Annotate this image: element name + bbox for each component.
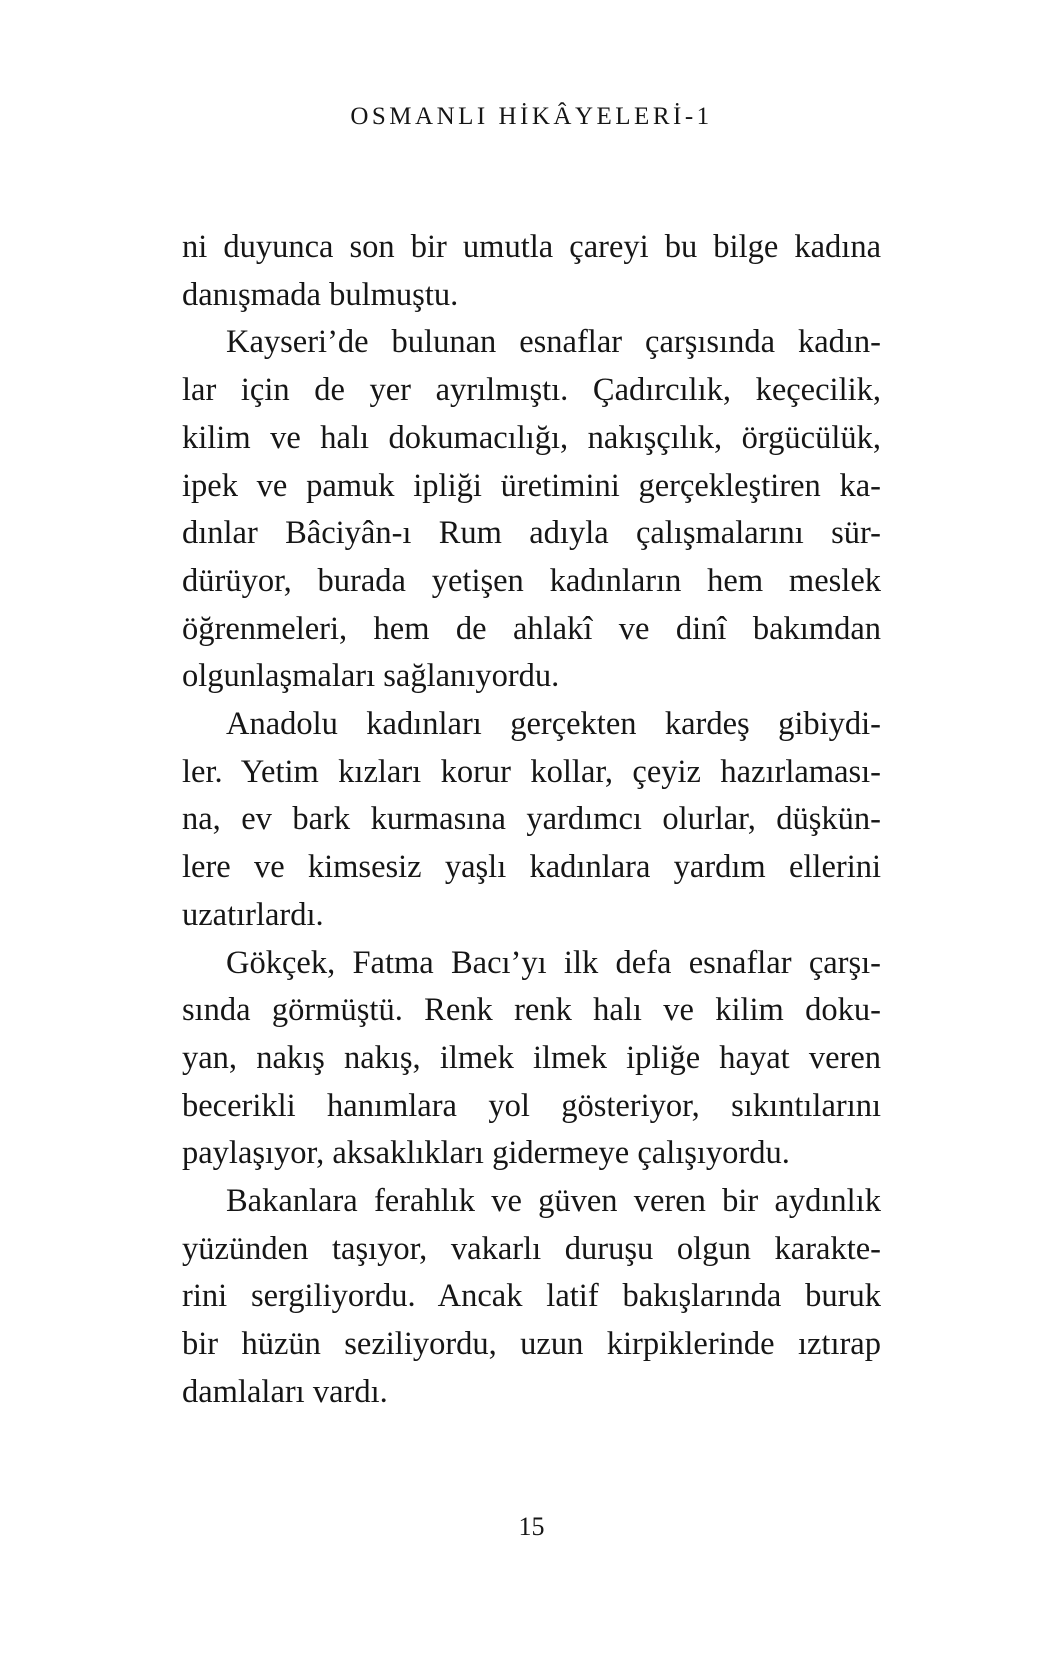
running-header: OSMANLI HİKÂYELERİ-1 <box>350 103 713 130</box>
text-line: Kayseri’de bulunan esnaflar çarşısında kadın- <box>226 324 881 361</box>
text-line: Bakanlara ferahlık ve güven veren bir aydınlık <box>226 1183 881 1220</box>
text-line: olgunlaşmaları sağlanıyordu. <box>182 658 560 695</box>
text-line: paylaşıyor, aksaklıkları gidermeye çalışıyordu. <box>182 1135 790 1172</box>
text-line: uzatırlardı. <box>182 896 324 933</box>
text-line: danışmada bulmuştu. <box>182 276 459 313</box>
text-line: ler. Yetim kızları korur kollar, çeyiz hazırlaması- <box>182 753 881 790</box>
text-line: öğrenmeleri, hem de ahlakî ve dinî bakımdan <box>182 610 881 647</box>
text-line: sında görmüştü. Renk renk halı ve kilim doku- <box>182 992 881 1029</box>
text-line: becerikli hanımlara yol gösteriyor, sıkıntılarını <box>182 1087 881 1124</box>
text-line: Anadolu kadınları gerçekten kardeş gibiydi- <box>226 706 881 743</box>
text-line: ni duyunca son bir umutla çareyi bu bilge kadına <box>182 229 881 265</box>
text-line: bir hüzün seziliyordu, uzun kirpiklerinde ıztırap <box>182 1326 881 1363</box>
page-number: 15 <box>518 1512 545 1541</box>
text-line: dınlar Bâciyân-ı Rum adıyla çalışmalarını sür- <box>182 515 881 552</box>
text-line: damlaları vardı. <box>182 1373 388 1410</box>
body-text <box>182 224 881 1417</box>
text-line: lere ve kimsesiz yaşlı kadınlara yardım ellerini <box>182 849 881 886</box>
text-line: rini sergiliyordu. Ancak latif bakışlarında buruk <box>182 1278 881 1315</box>
text-line: Gökçek, Fatma Bacı’yı ilk defa esnaflar çarşı- <box>226 944 881 981</box>
text-line: yüzünden taşıyor, vakarlı duruşu olgun karakte- <box>182 1230 881 1267</box>
text-line: kilim ve halı dokumacılığı, nakışçılık, örgücülük, <box>182 419 881 456</box>
text-line: dürüyor, burada yetişen kadınların hem meslek <box>182 562 881 599</box>
text-line: na, ev bark kurmasına yardımcı olurlar, düşkün- <box>182 801 881 838</box>
text-line: yan, nakış nakış, ilmek ilmek ipliğe hayat veren <box>182 1039 881 1076</box>
text-line: ipek ve pamuk ipliği üretimini gerçekleştiren ka- <box>182 467 881 504</box>
text-line: lar için de yer ayrılmıştı. Çadırcılık, keçecilik, <box>182 372 881 409</box>
